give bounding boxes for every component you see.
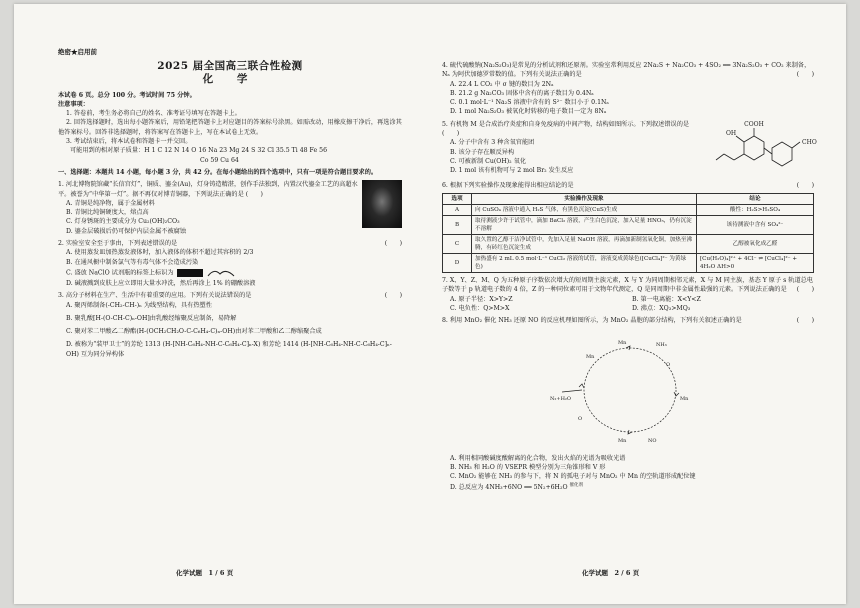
page-footer: 化学试题 1 / 6 页 [176,569,234,577]
exam-subject: 化 学 [202,73,258,86]
table-cell: D [443,254,472,273]
table-header-row [443,194,814,205]
note-item: 1. 答卷前，考生务必将自己的姓名、准考证号填写在答题卡上。 [66,110,241,118]
table-cell: 取待测液少许于试管中，滴加 BaCl₂ 溶液，产生白色沉淀，加入足量 HNO₃，仍有沉淀不溶解 [472,216,697,235]
option-a: A. 原子半径：X>Y>Z [450,295,513,303]
table-row [443,205,814,216]
option-c: C. 灯身锈斑的主要成分为 Cu₂(OH)₂CO₃ [66,218,180,226]
option-b: B. 第一电离能：X<Y<Z [632,295,701,303]
option-row [442,295,814,304]
option-d [442,481,814,492]
table-cell: 酸性：H₂S>H₂SO₄ [697,205,814,216]
option-d-text: D. 总反应为 4NH₃+6NO ══ 5N₂+6H₂O [450,484,568,492]
question-3 [58,291,402,359]
table-row [443,235,814,254]
option-d: D. 被称为“装甲卫士”的芳纶 1313 (H-[NH-C₆H₄-NH-C-C₆H₄-C]ₙ-X) 和芳纶 1414 (H-[NH-C₆H₄-NH-C-C₆H₄-C]ₙ-OH) 互为同分异构体 [66,341,392,358]
product-label: N₂+H₂O [550,395,572,402]
nh3-label: NH₃ [656,341,667,348]
notes-heading: 注意事项： [58,100,89,108]
table-cell: 该待测液中含有 SO₄²⁻ [697,216,814,235]
option-a: A. 利用相同酸碱度酸解离的化合物，发出火焰的光谱为吸收光谱 [450,454,626,462]
question-stem: 6. 根据下列实验操作及现象能得出相应结论的是 [442,181,574,189]
answer-bracket: ( ) [796,181,814,189]
option-row [442,304,814,313]
table-header: 实验操作及现象 [472,194,697,205]
option-a: A. 22.4 L CO₂ 中 σ 键的数目为 2Nₐ [450,80,554,88]
option-c: C. 可被新制 Cu(OH)₂ 氧化 [450,157,527,165]
atomic-masses-line2: Co 59 Cu 64 [200,156,239,164]
option-b: B. 青铜比纯铜硬度大，熔点高 [66,209,149,217]
question-7 [442,276,814,313]
option-b: B. 聚乳酸[H-(O-CH-C)ₙ-OH]由乳酸经缩聚反应制备，易降解 [66,314,237,322]
confidential-mark: 绝密★启用前 [58,48,97,56]
lamp-photo [362,180,402,228]
question-stem: 2. 实验室安全至于事由，下列表述错误的是 [58,240,178,248]
question-2 [58,239,402,288]
option-a: A. 分子中含有 3 种含氧官能团 [450,139,535,147]
question-stem: 5. 有机物 M 是合成治疗炎症和自身免疫病的中间产物，结构如图所示。下列叙述错误的是 [442,120,690,128]
option-d: D. 1 mol Na₂S₂O₃ 被氧化时转移的电子数目一定为 8Nₐ [450,108,607,116]
o-label: O [666,361,671,368]
mn-label: Mn [680,395,689,402]
question-stem: 1. 河北博物院馆藏“长信宫灯”，铜质、鎏金(Au)，灯身铸造精湛，创作手法独到，内置汉代鎏金工艺的高超水平。被誉为“中华第一灯”。据不再仅对博青铜器，下列说法正确的是 [58,181,358,198]
question-1 [58,180,402,236]
option-a: A. 青铜是纯净物，属于金属材料 [66,199,155,207]
table-cell: 乙醇被氧化成乙醛 [697,235,814,254]
table-row [443,216,814,235]
molecule-m-structure [704,120,817,178]
answer-bracket: ( ) [796,317,814,325]
question-8 [442,316,814,493]
question-4 [442,61,814,117]
answer-bracket: ( ) [384,240,402,248]
question-stem: 3. 高分子材料在生产、生活中有着重要的应用。下列有关说法错误的是 [58,292,252,300]
answer-bracket: ( ) [245,190,263,198]
atomic-masses: 可能用到的相对原子质量：H 1 C 12 N 14 O 16 Na 23 Mg 24 S 32 Cl 35.5 Ti 48 Fe 56 [70,147,328,155]
table-cell: 取久置的乙醇于洁净试管中，先加入足量 NaOH 溶液，再滴加新制氢氧化铜，加热至沸腾，有砖红色沉淀生成 [472,235,697,254]
option-a: A. 聚丙烯制备(-CH₂-CH-)ₙ 为线型结构，具有热塑性 [66,301,212,309]
experiment-table [442,193,814,273]
o-label: O [578,415,583,422]
option-b: B. 21.2 g Na₂CO₃ 固体中含有的离子数目为 0.4Nₐ [450,89,594,97]
answer-bracket: ( ) [796,286,814,294]
catalyst-label: 催化剂 [569,483,583,489]
question-stem: 4. 硫代硫酸钠(Na₂S₂O₃)是常见的分析试剂和还原剂。实验室常利用反应 2Na₂S + Na₂CO₃ + 4SO₂ ══ 3Na₂S₂O₃ + CO₂ 来制备，Nₐ 为阿伏加德罗常数的值。下列有关说法正确的是 [442,62,811,79]
option-d: D. 碱液溅到皮肤上应立即用大量水冲洗，然后再涂上 1% 的硼酸溶液 [66,279,256,287]
cooh-label: COOH [744,120,764,128]
page-1 [14,4,422,604]
mn-label: Mn [618,437,627,444]
answer-bracket: ( ) [796,71,814,79]
option-d: D. 鎏金层破损后仍可保护内层金属不被腐蚀 [66,227,187,235]
page-footer: 化学试题 2 / 6 页 [582,569,640,577]
option-c [58,267,402,279]
question-stem: 8. 利用 MnO₂ 催化 NH₃ 还原 NO 的反应机理如图所示，为 MnO₂ 晶胞的部分结构，下列有关叙述正确的是 [442,317,742,325]
option-d: D. 1 mol 该有机物可与 2 mol Br₂ 发生反应 [450,167,574,175]
question-6 [442,181,814,273]
option-b: B. NH₃ 和 H₂O 的 VSEPR 模型分别为三角锥形和 V 形 [450,463,606,471]
exam-title: 2025 届全国高三联合性检测 [157,60,303,72]
section-heading: 一、选择题：本题共 14 小题，每小题 3 分，共 42 分。在每小题给出的四个选项中，只有一项是符合题目要求的。 [58,168,378,176]
table-row [443,254,814,273]
option-b: B. 在通风橱中制备氯气等有毒气体不会造成污染 [66,258,199,266]
question-stem: 7. X、Y、Z、M、Q 为五种原子序数依次增大的短周期主族元素，X 与 Y 为同周期相邻元素，X 与 M 同主族，基态 Y 原子 s 轨道总电子数等于 p 轨道电子数的 4 倍，Z 的一种同位素可用于文物年代测定，Q 是同周期中非金属性最强的元素。下列说法正确的是 [442,277,814,294]
table-cell: B [443,216,472,235]
hazard-label-icon [176,267,236,279]
option-d: D. 沸点：XQ₃>MQ₃ [632,304,691,312]
answer-bracket: ( ) [442,130,460,138]
option-b: B. 该分子存在顺反异构 [450,148,515,156]
oh-label: OH [726,129,737,137]
exam-sheet [14,4,846,604]
answer-bracket: ( ) [384,292,402,300]
table-header: 结论 [697,194,814,205]
no-label: NO [648,437,657,444]
reaction-mechanism-diagram [548,330,708,452]
exam-info: 本试卷 6 页。总分 100 分。考试时间 75 分钟。 [58,91,196,99]
question-5 [442,120,817,178]
table-cell: A [443,205,472,216]
table-cell: 向 CuSO₄ 溶液中通入 H₂S 气体，有黑色沉淀(CuS)生成 [472,205,697,216]
table-cell: [Cu(H₂O)₄]²⁺ + 4Cl⁻ ⇌ [CuCl₄]²⁻ + 4H₂O ΔH>0 [697,254,814,273]
option-c-text: C. 盛放 NaClO 试剂瓶的标签上标识为 [66,269,174,277]
page-2 [430,4,846,604]
cho-label: CHO [802,138,817,146]
option-c: C. MnO₂ 能够在 NH₃ 的参与下，将 N 的孤电子对与 MnO₂ 中 Mn 的空轨道形成配位键 [450,473,696,481]
table-cell: 加热盛有 2 mL 0.5 mol·L⁻¹ CuCl₂ 溶液的试管，溶液变成黄绿色([CuCl₄]²⁻ 为黄绿色) [472,254,697,273]
table-header: 选项 [443,194,472,205]
mn-label: Mn [586,353,595,360]
option-c: C. 聚对苯二甲酸乙二醇酯(H-(OCH₂CH₂O-C-C₆H₄-C)ₙ-OH)由对苯二甲酸和乙二醇缩聚合成 [66,328,322,336]
option-c: C. 电负性：Q>M>X [450,304,510,312]
option-a: A. 使用蒸发皿加热蒸发液体时，加入液体的体积不超过其容积的 2/3 [66,249,254,257]
table-cell: C [443,235,472,254]
option-c: C. 0.1 mol·L⁻¹ Na₂S 溶液中含有的 S²⁻ 数目小于 0.1Nₐ [450,99,609,107]
note-item: 2. 回答选择题时，选出每小题答案后，用铅笔把答题卡上对应题目的答案标号涂黑。如需改动，用橡皮擦干净后，再选涂其他答案标号。回答非选择题时，将答案写在答题卡上，写在本试卷上无效。 [58,119,402,136]
note-item: 3. 考试结束后，将本试卷和答题卡一并交回。 [66,138,192,146]
mn-label: Mn [618,339,627,346]
